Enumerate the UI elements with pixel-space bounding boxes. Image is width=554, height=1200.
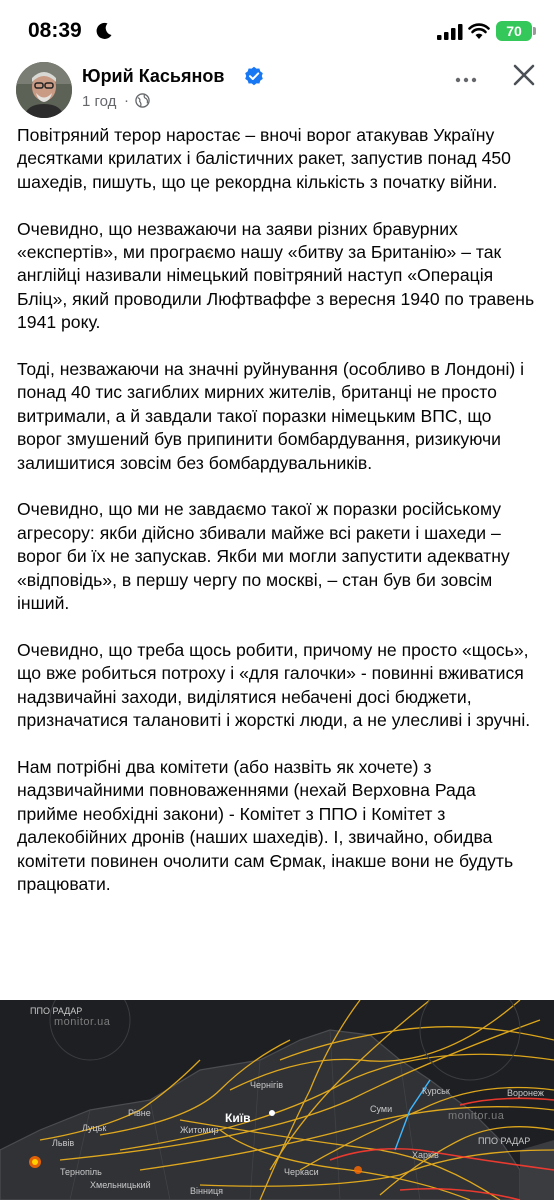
map-city-label: Житомир: [180, 1125, 219, 1135]
map-watermark-right: monitor.ua: [448, 1110, 505, 1122]
map-city-label: Харків: [412, 1150, 439, 1160]
verified-icon: [244, 66, 264, 86]
map-city-label-kyiv: Київ: [225, 1111, 251, 1125]
map-city-label: Львів: [52, 1138, 75, 1148]
post-paragraph: Очевидно, що треба щось робити, причому не просто «щось», що вже робиться потроху і «для галочки» - повинні вживатися надзвичайні заходи, виділятися небачені досі бюджети, призначатися талановиті і жорсткі люди, а не улесливі і зручні.: [17, 639, 531, 731]
map-city-label: Вінниця: [190, 1186, 223, 1196]
post-paragraph: Очевидно, що ми не завдаємо такої ж поразки російському агресору: якби дійсно збивали майже всі ракети і шахеди – ворог би їх не запускав. Якби ми могли запустити адекватну «відповідь», в першу чергу по москві, – стан був би зовсім інший.: [17, 499, 510, 614]
battery-tip: [533, 27, 536, 35]
signal-icon: [437, 24, 463, 40]
post-image-attack-map[interactable]: [0, 1000, 554, 1200]
author-name[interactable]: Юрий Касьянов: [82, 66, 225, 86]
map-city-label: Суми: [370, 1104, 393, 1114]
map-city-label: Рівне: [128, 1108, 151, 1118]
map-city-label: Луцьк: [82, 1123, 107, 1133]
post-paragraph: Тоді, незважаючи на значні руйнування (особливо в Лондоні) і понад 40 тис загиблих мирних жителів, британці не просто витримали, а й завдали такої поразки німецьким ВПС, що ворог змушений був припинити бомбардування, ризикуючи залишитися зовсім без бомбардувальників.: [17, 359, 525, 473]
map-city-label: Хмельницький: [90, 1180, 151, 1190]
post-time[interactable]: 1 год: [82, 93, 117, 110]
map-radar-label: ППО РАДАР: [478, 1136, 531, 1146]
close-icon[interactable]: [511, 62, 537, 88]
post-header: [0, 56, 554, 124]
status-time: 08:39: [28, 19, 82, 42]
more-icon[interactable]: [454, 68, 478, 92]
battery-indicator: 70: [496, 21, 532, 41]
map-city-label: Тернопіль: [60, 1167, 102, 1177]
status-bar: [0, 0, 554, 56]
meta-separator: ·: [124, 92, 129, 109]
map-radar-label: ППО РАДАР: [30, 1006, 83, 1016]
moon-icon: [94, 21, 114, 41]
map-city-label: Воронеж: [507, 1088, 544, 1098]
map-city-label: Чернігів: [250, 1080, 284, 1090]
map-city-label: Курськ: [422, 1086, 450, 1096]
avatar[interactable]: [16, 62, 72, 118]
globe-icon: [135, 93, 150, 108]
avatar-photo: [16, 62, 72, 118]
post-paragraph: Нам потрібні два комітети (або назвіть як хочете) з надзвичайними повноваженнями (нехай Верховна Рада прийме необхідні закони) - Комітет з ППО і Комітет з далекобійних дронів (наших шахедів). І, звичайно, обидва комітети повинен очолити сам Єрмак, інакше вони не будуть працювати.: [17, 756, 514, 894]
wifi-icon: [468, 22, 490, 40]
post-paragraph: Очевидно, що незважаючи на заяви різних бравурних «експертів», ми програємо нашу «битву за Британію» – так англійці називали німецький повітряний наступ «Операція Бліц», який проводили Люфтваффе з вересня 1940 по травень 1941 року.: [17, 218, 535, 333]
map-watermark: monitor.ua: [54, 1016, 111, 1028]
post-paragraph: Повітряний терор наростає – вночі ворог атакував Україну десятками крилатих і балістичних ракет, запустив понад 450 шахедів, пишуть, що це рекордна кількість з початку війни.: [17, 125, 511, 192]
map-city-label: Черкаси: [284, 1167, 319, 1177]
post-text: [17, 124, 541, 920]
